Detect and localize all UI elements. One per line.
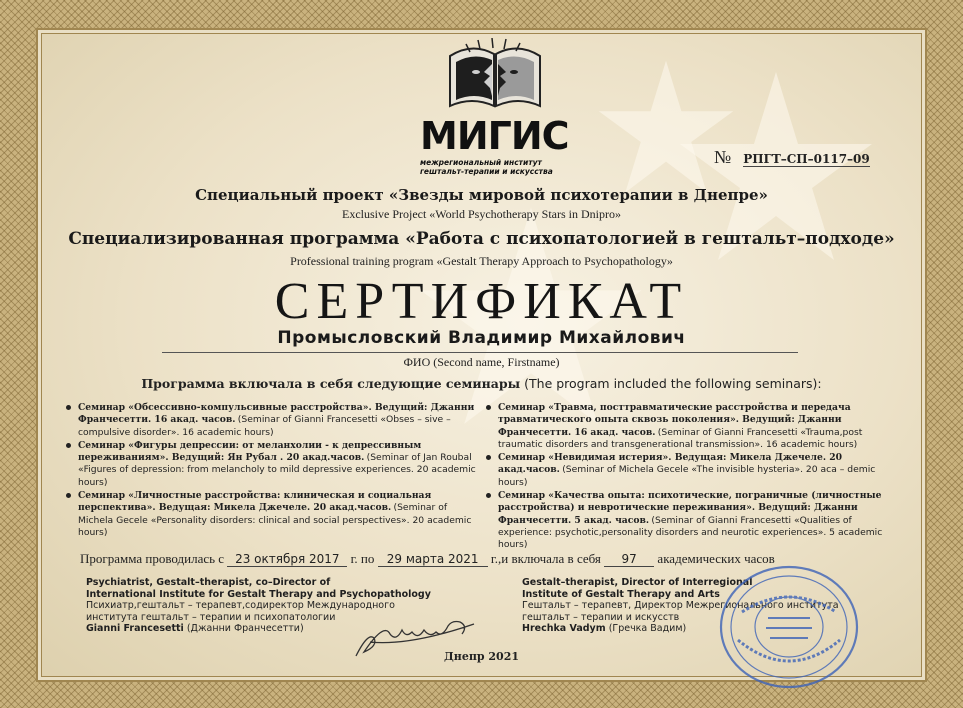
recipient-name-underline [162, 352, 798, 353]
city-year: Днепр 2021 [443, 650, 520, 663]
seminar-item [66, 490, 476, 539]
recipient-name: Промысловский Владимир Михайлович [277, 328, 686, 348]
signatory-left-name-ru: (Джанни Франчесетти) [186, 623, 304, 634]
seminar-title-ru: Семинар «Личностные расстройства: клиническая и социальная перспектива». Ведущая: Микела Джечеле. 20 акад.часов. [78, 490, 432, 514]
signatory-left-line4: института гештальт – терапии и психопатологии [86, 611, 336, 623]
bullet-icon [66, 405, 71, 410]
signatory-right-line1: Gestalt–therapist, Director of Interregional [522, 577, 753, 588]
seminar-title-ru: Семинар «Обсессивно-компульсивные расстройства». Ведущий: Джанни Франчесетти. 16 акад. часов. [78, 402, 475, 426]
logo-subtitle-line1: межрегиональный институт [420, 158, 542, 167]
dates-suffix: академических часов [657, 551, 775, 566]
bullet-icon [66, 493, 71, 498]
seminar-item [486, 490, 906, 551]
dates-mid2: г.,и включала в себя [490, 551, 601, 566]
program-included-ru: Программа включала в себя следующие семинары [141, 376, 521, 391]
bullet-icon [66, 443, 71, 448]
book-faces-emblem [446, 38, 544, 116]
signatory-right-line3: Гештальт – терапевт, Директор Межрегионального института [522, 600, 839, 611]
seminar-item [66, 440, 476, 489]
program-included-line [0, 376, 963, 391]
dates-mid1: г. по [350, 551, 375, 566]
bullet-icon [486, 405, 491, 410]
logo-subtitle-line2: гештальт-терапии и искусства [420, 167, 553, 176]
number-sign: № [714, 147, 732, 167]
signatory-right-line2: Institute of Gestalt Therapy and Arts [522, 588, 720, 600]
official-stamp [716, 562, 862, 692]
signatory-right-line4: гештальт – терапии и искусств [522, 611, 680, 623]
total-hours: 97 [604, 552, 654, 567]
certificate-title: СЕРТИФИКАТ [274, 273, 689, 330]
number-value: РПГТ–СП–0117–09 [743, 152, 870, 166]
seminar-title-en: (Seminar of Michela Gecele «The invisible hysteria». 20 aca – demic hours) [498, 464, 876, 488]
signatory-left-name-en: Gianni Francesetti [86, 623, 184, 634]
logo-subtitle [420, 158, 570, 176]
signatory-left-line1: Psychiatrist, Gestalt–therapist, co–Director of [86, 577, 331, 588]
seminar-title-en: (Seminar of Michela Gecele «Personality disorders: clinical and social perspectives». 20 academic hours) [78, 502, 472, 538]
signatory-left-line3: Психиатр,гештальт – терапевт,содиректор Международного [86, 600, 395, 611]
star-watermark-top [596, 58, 736, 198]
seminar-title-ru: Семинар «Фигуры депрессии: от меланхолии - к депрессивным переживаниям». Ведущий: Ян Рубал . 20 акад.часов. [78, 439, 422, 464]
start-date: 23 октября 2017 [227, 552, 347, 567]
signatory-left-line2: International Institute for Gestalt Therapy and Psychopathology [86, 588, 431, 600]
dates-prefix: Программа проводилась с [80, 551, 225, 566]
project-title-en: Exclusive Project «World Psychotherapy Stars in Dnipro» [342, 207, 621, 221]
seminar-item [486, 402, 906, 451]
seminar-title-ru: Семинар «Качества опыта: психотические, пограничные (личностные расстройства) и невротические переживания». Ведущий: Джанни Франчесетти. 5 акад. часов. [498, 490, 882, 526]
seminar-title-en: (Seminar of Gianni Francesetti «Qualities of experience: psychotic,personality disorders and neurotic experiences». 5 academic hours) [498, 514, 883, 551]
end-date: 29 марта 2021 [378, 552, 488, 567]
program-included-en: (The program included the following seminars): [524, 376, 822, 391]
signatory-right-name-ru: (Гречка Вадим) [608, 623, 687, 634]
logo-wordmark: МИГИС [420, 114, 569, 158]
bullet-icon [486, 493, 491, 498]
program-title-ru: Специализированная программа «Работа с психопатологией в гештальт–подходе» [68, 229, 895, 249]
seminar-title-ru: Семинар «Травма, посттравматические расстройства и передача травматического опыта сквозь поколения». Ведущий: Джанни Франчесетти. 16 акад. часов. [498, 402, 851, 438]
project-title-ru: Специальный проект «Звезды мировой психотерапии в Днепре» [195, 186, 768, 204]
seminar-title-en: (Seminar of Jan Roubal «Figures of depression: from melancholy to mild depressive experiences. 20 academic hours) [78, 452, 476, 488]
seminars-left-column [66, 402, 476, 540]
bullet-icon [486, 455, 491, 460]
seminar-title-en: (Seminar of Gianni Francesetti «Trauma,post traumatic disorders and transgenerational transmission». 16 academic hours) [498, 426, 863, 450]
seminars-right-column [486, 402, 906, 553]
seminar-title-en: (Seminar of Gianni Francesetti «Obses – sive – compulsive disorder». 16 academic hours) [78, 414, 451, 438]
program-title-en: Professional training program «Gestalt Therapy Approach to Psychopathology» [290, 254, 673, 268]
seminar-item [486, 452, 906, 489]
seminar-title-ru: Семинар «Невидимая истерия». Ведущая: Микела Джечеле. 20 акад.часов. [498, 452, 843, 476]
seminar-item [66, 402, 476, 439]
signatory-right-name-en: Hrechka Vadym [522, 623, 606, 634]
recipient-caption: ФИО (Second name, Firstname) [403, 355, 560, 369]
certificate-number [714, 147, 884, 168]
